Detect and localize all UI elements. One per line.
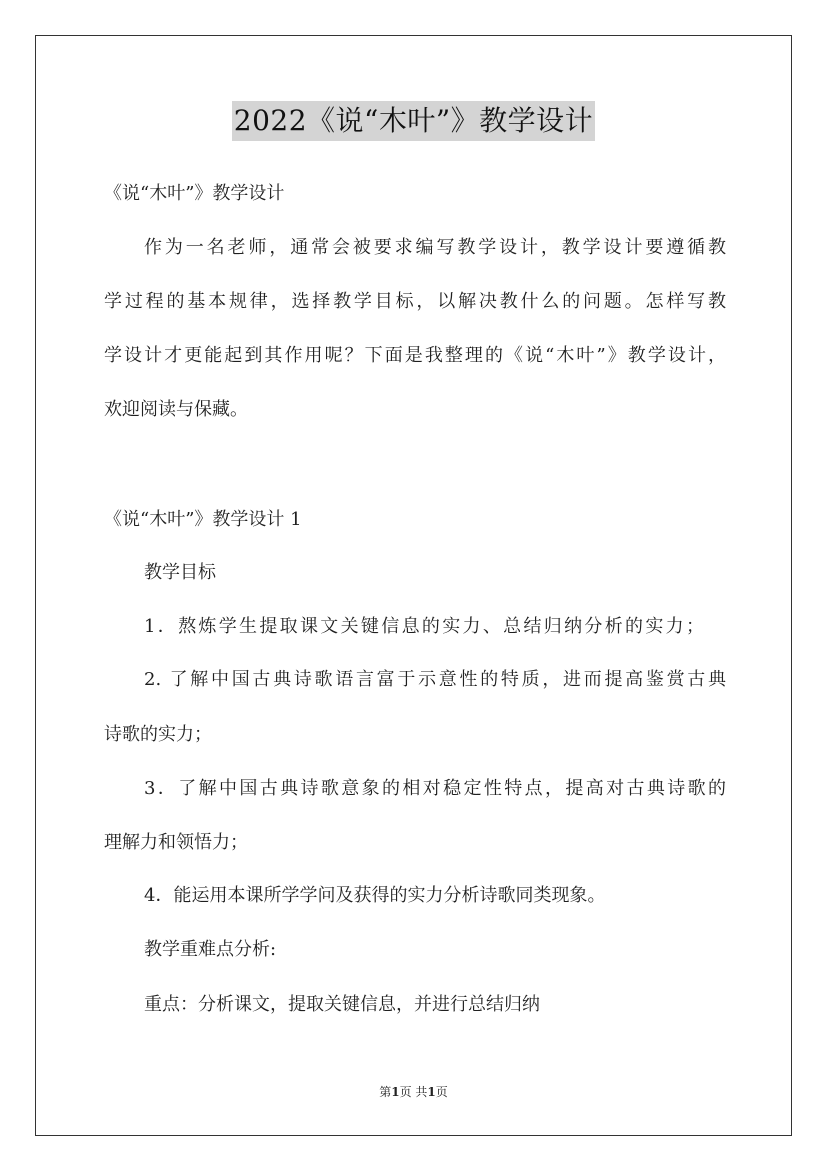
key-points-line: 重点：分析课文，提取关键信息，并进行总结归纳 xyxy=(144,994,540,1015)
intro-line-4: 欢迎阅读与保藏。 xyxy=(104,399,248,420)
document-subtitle: 《说“木叶”》教学设计 xyxy=(104,183,285,204)
objectives-heading: 教学目标 xyxy=(144,562,216,583)
objective-item-4: 4．能运用本课所学学问及获得的实力分析诗歌同类现象。 xyxy=(144,885,606,906)
objective-item-2-cont: 诗歌的实力； xyxy=(104,724,212,745)
footer-page-current: 1 xyxy=(391,1085,400,1099)
intro-line-3: 学设计才更能起到其作用呢？下面是我整理的《说“木叶”》教学设计， xyxy=(104,345,726,366)
footer-page-suffix: 页 xyxy=(435,1085,448,1099)
objective-item-3-cont: 理解力和领悟力； xyxy=(104,832,248,853)
objective-item-1: 1．熬炼学生提取课文关键信息的实力、总结归纳分析的实力； xyxy=(144,616,704,637)
objective-item-2: 2. 了解中国古典诗歌语言富于示意性的特质，进而提高鉴赏古典 xyxy=(144,669,726,690)
key-points-heading: 教学重难点分析: xyxy=(144,939,277,960)
page-footer xyxy=(0,1084,827,1100)
footer-page-mid: 页 共 xyxy=(399,1085,428,1099)
intro-line-2: 学过程的基本规律，选择教学目标，以解决教什么的问题。怎样写教 xyxy=(104,291,726,312)
intro-line-1: 作为一名老师，通常会被要求编写教学设计，教学设计要遵循教 xyxy=(144,237,726,258)
title-container xyxy=(0,101,827,141)
footer-page-total: 1 xyxy=(427,1085,436,1099)
footer-page-prefix: 第 xyxy=(379,1085,392,1099)
document-title: 2022《说“木叶”》教学设计 xyxy=(232,101,595,141)
objective-item-3: 3．了解中国古典诗歌意象的相对稳定性特点，提高对古典诗歌的 xyxy=(144,778,726,799)
section-heading: 《说“木叶”》教学设计 1 xyxy=(104,509,302,530)
